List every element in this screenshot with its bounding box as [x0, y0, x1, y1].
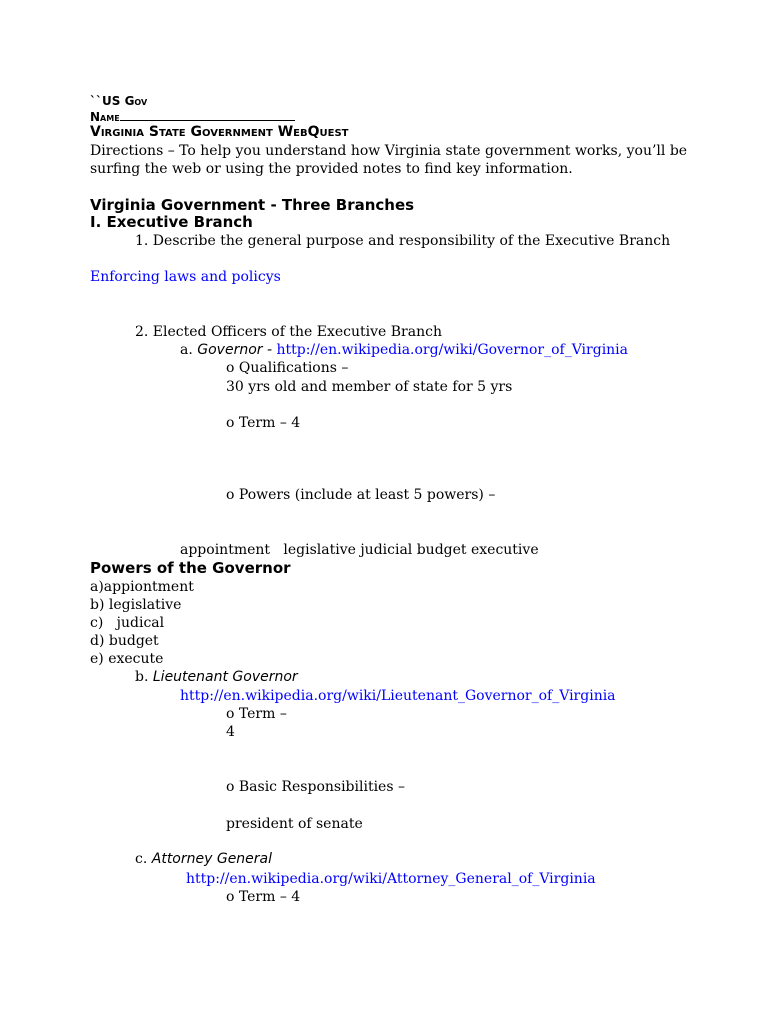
branch-title: I. Executive Branch	[90, 213, 253, 231]
lieutenant-line	[135, 668, 298, 686]
governor-qualifications-label: o Qualifications –	[226, 360, 349, 376]
governor-powers-answer: appointment legislative judicial budget executive	[180, 542, 539, 558]
powers-list-item: a)appiontment	[90, 579, 194, 595]
name-label: Name	[90, 110, 120, 124]
lieutenant-term-label: o Term –	[226, 706, 287, 722]
lieutenant-link[interactable]: http://en.wikipedia.org/wiki/Lieutenant_Governor_of_Virginia	[180, 688, 616, 704]
lieutenant-responsibilities-label: o Basic Responsibilities –	[226, 779, 405, 795]
powers-list-item: c) judical	[90, 615, 165, 631]
attorney-line	[135, 850, 272, 868]
question-2-prompt: 2. Elected Officers of the Executive Branch	[135, 324, 442, 340]
governor-letter: a.	[180, 342, 193, 358]
lieutenant-term-answer: 4	[226, 724, 235, 740]
governor-powers-label: o Powers (include at least 5 powers) –	[226, 487, 496, 503]
governor-title: Governor -	[197, 342, 273, 358]
lieutenant-responsibilities-answer: president of senate	[226, 816, 363, 832]
lieutenant-title: Lieutenant Governor	[152, 669, 298, 685]
governor-link[interactable]: http://en.wikipedia.org/wiki/Governor_of_Virginia	[276, 342, 629, 358]
course-text: ``US Gov	[90, 94, 148, 108]
attorney-letter: c.	[135, 851, 148, 867]
question-1-answer: Enforcing laws and policys	[90, 269, 281, 285]
name-blank[interactable]	[120, 108, 295, 121]
directions-line-1: Directions – To help you understand how Virginia state government works, you’ll be	[90, 143, 688, 159]
question-1-prompt: 1. Describe the general purpose and responsibility of the Executive Branch	[135, 233, 671, 249]
powers-list-item: b) legislative	[90, 597, 182, 613]
governor-term: o Term – 4	[226, 415, 301, 431]
attorney-title: Attorney General	[151, 851, 273, 867]
attorney-term: o Term – 4	[226, 889, 301, 905]
attorney-link[interactable]: http://en.wikipedia.org/wiki/Attorney_General_of_Virginia	[186, 871, 596, 887]
document-title: Virginia State Government WebQuest	[90, 124, 349, 140]
powers-heading: Powers of the Governor	[90, 559, 291, 577]
directions-line-2: surfing the web or using the provided notes to find key information.	[90, 161, 573, 177]
governor-qualifications-answer: 30 yrs old and member of state for 5 yrs	[226, 379, 513, 395]
powers-list-item: d) budget	[90, 633, 159, 649]
section-title: Virginia Government - Three Branches	[90, 196, 415, 214]
powers-list-item: e) execute	[90, 651, 164, 667]
governor-line	[180, 341, 628, 359]
lieutenant-letter: b.	[135, 669, 149, 685]
